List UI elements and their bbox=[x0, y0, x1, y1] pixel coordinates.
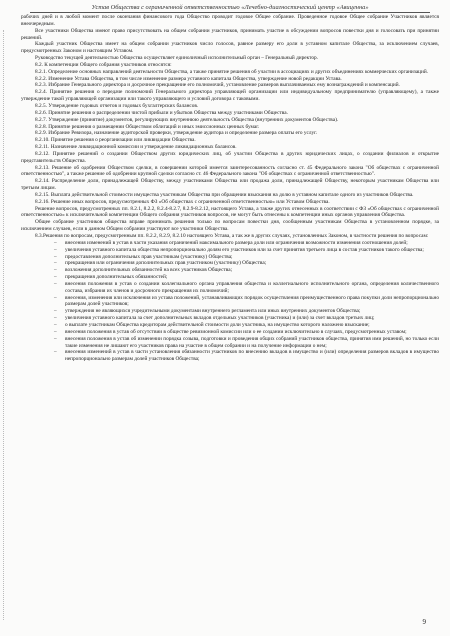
paragraph: Руководство текущей деятельностью Общества осуществляет единоличный исполнительный орган – Генеральный директор. bbox=[35, 55, 318, 62]
paragraph: 8.2.8. Принятие решения о размещении Обществом облигаций и иных эмиссионных ценных бумаг. bbox=[35, 123, 260, 130]
list-item: – предоставления дополнительных прав участникам (участнику) Общества; bbox=[65, 254, 439, 261]
paragraph: 8.2.9. Избрание Ревизора, назначение аудиторской проверки, утверждение аудитора и определение размера оплаты его услуг. bbox=[35, 130, 318, 137]
paragraph: 8.2.11. Назначение ликвидационной комиссии и утверждение ликвидационных балансов. bbox=[35, 144, 237, 151]
list-item: – внесения изменений в устав в части установления обязанности участников по внесению вкладов в имущество и (или) определения размеров вкладов в имущество непропорционально размерам долей участников Общества; bbox=[65, 349, 439, 363]
paragraph: 8.2.14. Распределение доли, принадлежащей Обществу, между участниками Общества или продажа доли, принадлежащей Обществу, некоторым участникам Общества или третьим лицам. bbox=[21, 178, 439, 192]
paragraph: Все участники Общества имеют право присутствовать на общем собрании участников, принимать участие в обсуждении вопросов повестки дня и голосовать при принятии решений. bbox=[21, 27, 439, 41]
list-item: – внесения, изменения или исключения из устава положений, устанавливающих порядок осуществления преимущественного права покупки доли непропорционально размерам долей участников; bbox=[65, 295, 439, 309]
page-header: Устав Общества с ограниченной ответственностью «Лечебно-диагностический центр «Авиценна» bbox=[91, 4, 369, 11]
paragraph: 8.2.10. Принятие решения о реорганизации или ликвидации Общества. bbox=[35, 137, 196, 144]
paragraph: 8.2.5. Утверждение годовых отчетов и годовых бухгалтерских балансов. bbox=[35, 102, 199, 109]
paragraph: 8.2.1. Определение основных направлений деятельности Общества, а также принятие решения об участии в ассоциациях и других объединениях коммерческих организаций. bbox=[35, 68, 429, 75]
paragraph: 8.2.15. Выплата действительной стоимости имущества участникам Общества при обращении взыскания на долю в уставном капитале одного из участников Общества. bbox=[35, 191, 414, 198]
paragraph: 8.2.3. Избрание Генерального директора и досрочное прекращение его полномочий, установление размеров выплачиваемых ему вознаграждений и компенсаций. bbox=[35, 82, 400, 89]
paragraph: 8.3.Решения по вопросам, предусмотренным пп. 8.2.2, 8.2.9, 8.2.10 настоящего Устава, а так же в других случаях, установленных Законом, в частности решения по вопросам: bbox=[35, 233, 429, 239]
paragraph: 8.2. К компетенции Общего собрания участников относятся: bbox=[35, 61, 172, 68]
paragraph: 8.2.2. Изменение Устава Общества, в том числе изменение размера уставного капитала Общества, утверждение новой редакции Устава. bbox=[35, 75, 342, 82]
paragraph: рабочих дней и в любой момент после окончания финансового года Общество проводит годовое Общее собрание. Проведенное годовое Общее собрание Участников является внеочередным. bbox=[21, 14, 439, 27]
list-item: – возложения дополнительных обязанностей на всех участников Общества; bbox=[65, 267, 439, 274]
page-number: 9 bbox=[422, 618, 426, 626]
list-item: – внесения положения в устав об изменении порядка созыва, подготовки и проведения общих собраний участников общества, принятия ими решений, но только если такие изменения не лишают его участников права на участие в общем собрании и на получение информации о нем; bbox=[65, 336, 439, 350]
list-item: – прекращения или ограничения дополнительных прав участником (участнику) Общества; bbox=[65, 260, 439, 267]
list-item: – увеличения уставного капитала за счет дополнительных вкладов отдельных участников (участника) и (или) за счет вкладов третьих лиц; bbox=[65, 315, 439, 322]
list-item: – внесения положения в устав о создании коллегиального органа управления общества и коллегиального исполнительного органа, определения количественного состава, избрания их членов и досрочного прекращения их полномочий; bbox=[65, 281, 439, 295]
list-item: – прекращения дополнительных обязанностей; bbox=[65, 274, 439, 281]
binding-margin-marks bbox=[3, 30, 7, 620]
header-rule bbox=[30, 12, 430, 13]
document-body bbox=[21, 14, 439, 363]
paragraph: 8.2.13. Решение об одобрении Обществом сделки, в совершении которой имеется заинтересованность согласно ст. 45 Федерального закона "Об обществах с ограниченной ответственностью", а также решение об одобрении крупной сделки согласно ст. 46 Федерального закона "Об обществах с ограниченной ответственностью". bbox=[21, 164, 439, 178]
list-item: – увеличения уставного капитала общества непропорционально долям его участников или за счет принятия третьего лица в состав участников такого общества; bbox=[65, 247, 439, 254]
paragraph: Решение вопросов, предусмотренных пп. 8.2.1, 8.2.2, 8.2.4-8.2.7, 8.2.9-8.2.12, настоящего Устава, а также других отнесенных в соответствии с ФЗ «Об обществах с ограниченной ответственностью» к исключительной компетенции Общего собрания участников вопросов, не могут быть отнесены к компетенции иных органов управления Общества. bbox=[21, 205, 439, 219]
list-item: – о выплате участникам Общества кредиторам действительной стоимости доли участника, на имущество которого наложено взыскание; bbox=[65, 322, 439, 329]
paragraph: Каждый участник Общества имеет на общем собрании участников число голосов, равное размеру его доли в уставном капитале Общества, за исключением случаев, предусмотренных Законом и настоящим Уставом. bbox=[21, 41, 439, 55]
list-item: – внесения изменений в устав в части указания ограничений максимального размера доли или ограничения возможности изменения соотношения долей; bbox=[65, 240, 439, 247]
decision-list bbox=[21, 240, 439, 363]
paragraph: 8.2.7. Утверждение (принятие) документов, регулирующих внутреннюю деятельность Общества (внутренних документов Общества). bbox=[35, 116, 339, 123]
paragraph: 8.2.16. Решение иных вопросов, предусмотренных ФЗ «Об обществах с ограниченной ответственностью» или Уставом Общества. bbox=[35, 198, 330, 205]
paragraph: Общее собрание участников общества вправе принимать решения только по вопросам повестки дня, сообщенным участникам Общества в установленном порядке, за исключением случаев, если в данном Общем собрании участвуют все участники Общества. bbox=[21, 219, 439, 233]
list-item: – утверждения не являющихся учредительными документами внутреннего регламента или иных внутренних документов Общества; bbox=[65, 308, 439, 315]
paragraph: 8.2.12. Принятие решений о создании Обществом других юридических лиц, об участии Общества в других юридических лицах, о создании филиалов и открытие представительств Общества. bbox=[21, 150, 439, 164]
list-item: – внесения положения в устав об отсутствии в обществе ревизионной комиссии или о ее создании исключительно в случаях, предусмотренных уставом; bbox=[65, 329, 439, 336]
paragraph: 8.2.4. Принятие решения о передаче полномочий Генерального директора управляющей организации или индивидуальному предпринимателю (управляющему), а также утверждение такой управляющей организации или такого управляющего и условий договора с таковыми. bbox=[21, 89, 439, 103]
paragraph: 8.2.6. Принятие решения о распределении чистой прибыли и убытков Общества между участниками Общества. bbox=[35, 109, 288, 116]
